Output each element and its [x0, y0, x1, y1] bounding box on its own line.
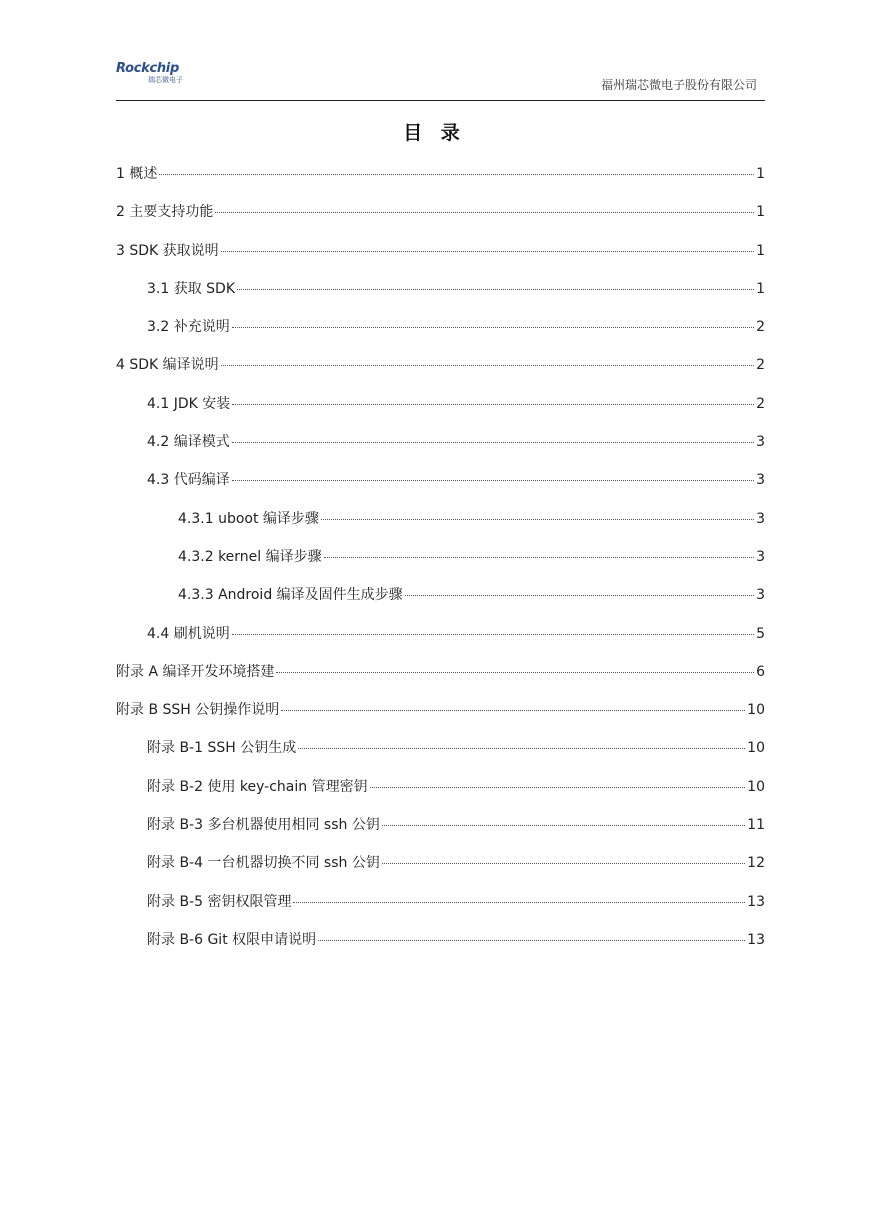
- toc-entry-label: 附录 A 编译开发环境搭建: [116, 663, 275, 680]
- toc-entry[interactable]: [116, 546, 765, 584]
- toc-dot-leader: [232, 480, 754, 481]
- toc-dot-leader: [232, 634, 754, 635]
- toc-entry[interactable]: [116, 661, 765, 699]
- toc-entry-label: 4.1 JDK 安装: [147, 395, 231, 412]
- toc-entry[interactable]: [116, 393, 765, 431]
- toc-dot-leader: [276, 672, 754, 673]
- toc-entry-page-number: 1: [756, 166, 765, 182]
- header-divider: [116, 100, 765, 101]
- company-name: 福州瑞芯微电子股份有限公司: [600, 78, 757, 92]
- toc-entry-page-number: 12: [747, 855, 765, 872]
- toc-dot-leader: [237, 289, 754, 290]
- toc-entry[interactable]: [116, 929, 765, 967]
- toc-entry-page-number: 10: [747, 702, 765, 719]
- toc-dot-leader: [215, 212, 754, 213]
- toc-entry-label: 4.3.3 Android 编译及固件生成步骤: [178, 587, 403, 604]
- toc-entry-page-number: 10: [747, 740, 765, 757]
- toc-entry-label: 附录 B-5 密钥权限管理: [147, 893, 292, 910]
- toc-entry-page-number: 2: [756, 395, 765, 412]
- toc-dot-leader: [232, 327, 754, 328]
- toc-entry-page-number: 13: [747, 893, 765, 910]
- toc-entry[interactable]: [116, 316, 765, 354]
- toc-entry-label: 3 SDK 获取说明: [116, 242, 219, 259]
- toc-entry-page-number: 1: [756, 280, 765, 297]
- toc-dot-leader: [232, 442, 754, 443]
- toc-dot-leader: [221, 251, 754, 252]
- toc-entry-label: 1 概述: [116, 166, 158, 182]
- toc-dot-leader: [321, 519, 754, 520]
- toc-entry-page-number: 3: [756, 587, 765, 604]
- toc-dot-leader: [281, 710, 745, 711]
- toc-entry-page-number: 2: [756, 319, 765, 336]
- toc-entry-page-number: 3: [756, 510, 765, 527]
- company-logo: [116, 62, 196, 90]
- toc-entry-page-number: 2: [756, 357, 765, 374]
- toc-entry[interactable]: [116, 431, 765, 469]
- toc-entry-page-number: 5: [756, 625, 765, 642]
- toc-dot-leader: [382, 863, 745, 864]
- toc-entry-page-number: 3: [756, 434, 765, 451]
- toc-entry[interactable]: [116, 891, 765, 929]
- toc-entry[interactable]: [116, 776, 765, 814]
- toc-entry-label: 4 SDK 编译说明: [116, 357, 219, 374]
- toc-entry-page-number: 3: [756, 548, 765, 565]
- toc-entry[interactable]: [116, 508, 765, 546]
- toc-entry-label: 3.1 获取 SDK: [147, 280, 236, 297]
- toc-entry-page-number: 1: [756, 242, 765, 259]
- logo-wordmark: Rockchip: [116, 61, 179, 76]
- toc-entry-label: 附录 B-2 使用 key-chain 管理密钥: [147, 778, 368, 795]
- toc-entry[interactable]: [116, 469, 765, 507]
- page-title: 目 录: [403, 122, 466, 144]
- toc-entry[interactable]: [116, 354, 765, 392]
- toc-entry-page-number: 6: [756, 663, 765, 680]
- toc-dot-leader: [293, 902, 745, 903]
- toc-entry[interactable]: [116, 240, 765, 278]
- table-of-contents: [116, 163, 765, 967]
- toc-entry-label: 4.2 编译模式: [147, 434, 230, 451]
- toc-entry-label: 附录 B-6 Git 权限申请说明: [147, 931, 317, 948]
- toc-entry[interactable]: [116, 278, 765, 316]
- toc-entry[interactable]: [116, 163, 765, 201]
- toc-entry-label: 附录 B SSH 公钥操作说明: [116, 702, 280, 719]
- toc-dot-leader: [232, 404, 754, 405]
- toc-dot-leader: [324, 557, 754, 558]
- toc-entry[interactable]: [116, 737, 765, 775]
- toc-dot-leader: [298, 748, 745, 749]
- toc-entry-label: 附录 B-3 多台机器使用相同 ssh 公钥: [147, 817, 380, 834]
- toc-entry-page-number: 3: [756, 472, 765, 489]
- toc-entry[interactable]: [116, 852, 765, 890]
- toc-entry[interactable]: [116, 814, 765, 852]
- toc-dot-leader: [159, 174, 754, 175]
- toc-entry-label: 4.3.2 kernel 编译步骤: [178, 548, 322, 565]
- toc-entry-label: 3.2 补充说明: [147, 319, 230, 336]
- toc-entry-page-number: 11: [747, 817, 765, 834]
- toc-dot-leader: [221, 365, 754, 366]
- toc-entry-label: 4.4 刷机说明: [147, 625, 230, 642]
- toc-entry-label: 4.3 代码编译: [147, 472, 230, 489]
- logo-subtext: 瑞芯微电子: [148, 76, 183, 84]
- toc-entry[interactable]: [116, 584, 765, 622]
- toc-dot-leader: [382, 825, 745, 826]
- toc-entry-label: 附录 B-1 SSH 公钥生成: [147, 740, 297, 757]
- toc-entry-label: 4.3.1 uboot 编译步骤: [178, 510, 319, 527]
- toc-entry-label: 附录 B-4 一台机器切换不同 ssh 公钥: [147, 855, 380, 872]
- toc-entry-label: 2 主要支持功能: [116, 204, 214, 221]
- toc-entry-page-number: 1: [756, 204, 765, 221]
- toc-dot-leader: [370, 787, 746, 788]
- toc-entry-page-number: 10: [747, 778, 765, 795]
- toc-dot-leader: [405, 595, 754, 596]
- toc-entry-page-number: 13: [747, 931, 765, 948]
- toc-entry[interactable]: [116, 623, 765, 661]
- toc-entry[interactable]: [116, 699, 765, 737]
- toc-entry[interactable]: [116, 201, 765, 239]
- toc-dot-leader: [318, 940, 745, 941]
